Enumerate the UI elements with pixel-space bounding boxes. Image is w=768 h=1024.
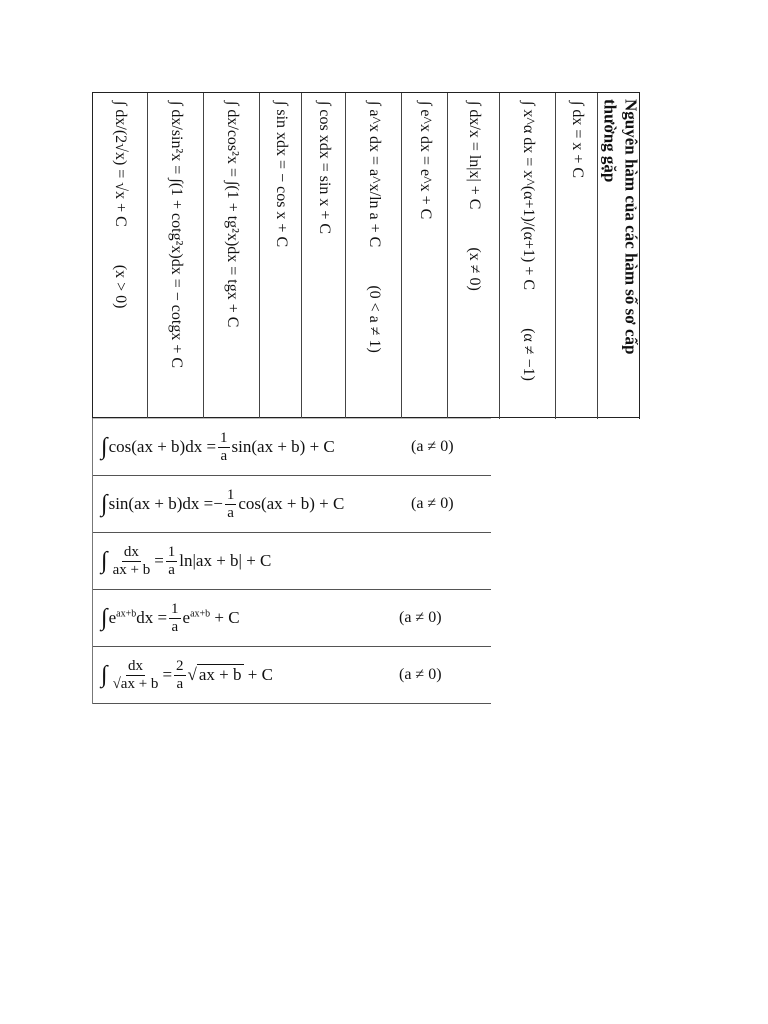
formula-row	[499, 93, 555, 419]
formula-row	[259, 93, 301, 419]
formula-row	[93, 93, 147, 419]
formula-row	[447, 93, 499, 419]
integrand-fraction: $\frac{dx}{ax + b}$	[112, 544, 151, 578]
formula-row: ∫ $\frac{dx}{ax + b}$ = $\frac{1}{a}$ ln|ax + b| + C	[93, 533, 491, 590]
linear-substitution-table	[92, 418, 491, 704]
formula-row	[93, 590, 491, 647]
formula-condition: (a ≠ 0)	[411, 495, 454, 512]
coefficient-fraction: $\frac{1}{a}$	[226, 487, 235, 521]
table-right-border	[639, 93, 640, 419]
coefficient-fraction: $\frac{1}{a}$	[167, 544, 176, 578]
formula-text: ∫ x^α dx = x^(α+1)/(α+1) + C	[519, 101, 537, 291]
coefficient-fraction: $\frac{1}{a}$	[220, 430, 228, 464]
formula-condition: (a ≠ 0)	[399, 609, 442, 626]
formula-row	[555, 93, 597, 419]
formula-text: ∫ dx/cos²x = ∫(1 + tg²x)dx = tgx + C	[223, 101, 241, 328]
integral-sign: ∫	[101, 490, 108, 517]
table-title: Nguyên hàm của các hàm số sơ cấp thường gặp	[599, 99, 640, 355]
formula-condition: (a ≠ 0)	[411, 438, 454, 455]
formula-condition: (x > 0)	[112, 264, 129, 309]
formula-row	[147, 93, 203, 419]
formula-row: ∫ $\frac{dx}{√ax + b}$ = $\frac{2}{a}$ √ ax + b + C (a ≠ 0)	[93, 647, 491, 704]
formula-rhs: cos(ax + b) + C	[238, 494, 345, 513]
integral-sign: ∫	[101, 547, 108, 574]
formula-row	[93, 418, 491, 476]
formula-lhs: $e^{ax+b}dx$ =	[108, 608, 168, 627]
formula-text: ∫ dx/sin²x = ∫(1 + cotg²x)dx = − cotgx + C	[167, 101, 185, 369]
formula-condition: (x ≠ 0)	[465, 247, 483, 291]
coefficient-fraction: $\frac{1}{a}$	[171, 601, 179, 635]
coefficient-fraction: $\frac{2}{a}$	[176, 658, 184, 692]
formula-lhs: sin(ax + b)dx =	[108, 494, 214, 513]
formula-text: ∫ e^x dx = e^x + C	[416, 101, 434, 220]
formula-row	[401, 93, 447, 419]
formula-rhs: sin(ax + b) + C	[231, 437, 335, 456]
formula-text: ∫ a^x dx = a^x/ln a + C	[365, 101, 383, 248]
table-title-column	[597, 93, 641, 419]
integral-sign: ∫	[101, 661, 108, 688]
formula-row	[203, 93, 259, 419]
formula-condition: (0 < a ≠ 1)	[365, 285, 383, 353]
formula-row	[345, 93, 401, 419]
formula-rhs: ln|ax + b| + C	[179, 551, 272, 570]
formula-row	[93, 476, 491, 533]
formula-text: ∫ dx = x + C	[568, 101, 586, 179]
formula-text: ∫ dx/(2√x) = √x + C	[112, 101, 129, 227]
formula-lhs: cos(ax + b)dx =	[108, 437, 217, 456]
formula-rhs: √ ax + b + C	[187, 665, 273, 684]
formula-text: ∫ dx/x = ln|x| + C	[465, 101, 483, 210]
integral-sign: ∫	[101, 433, 108, 460]
formula-condition: (a ≠ 0)	[399, 666, 442, 683]
formula-text: ∫ cos xdx = sin x + C	[315, 101, 333, 235]
formula-rhs: $e^{ax+b} + C$	[182, 608, 240, 627]
rotated-antiderivative-table	[92, 92, 640, 418]
formula-condition: (α ≠ −1)	[519, 328, 537, 381]
minus-sign: −	[213, 494, 223, 513]
formula-text: ∫ sin xdx = − cos x + C	[272, 101, 290, 248]
integrand-fraction: $\frac{dx}{√ax + b}$	[112, 658, 159, 692]
integral-sign: ∫	[101, 604, 108, 631]
formula-row	[301, 93, 345, 419]
